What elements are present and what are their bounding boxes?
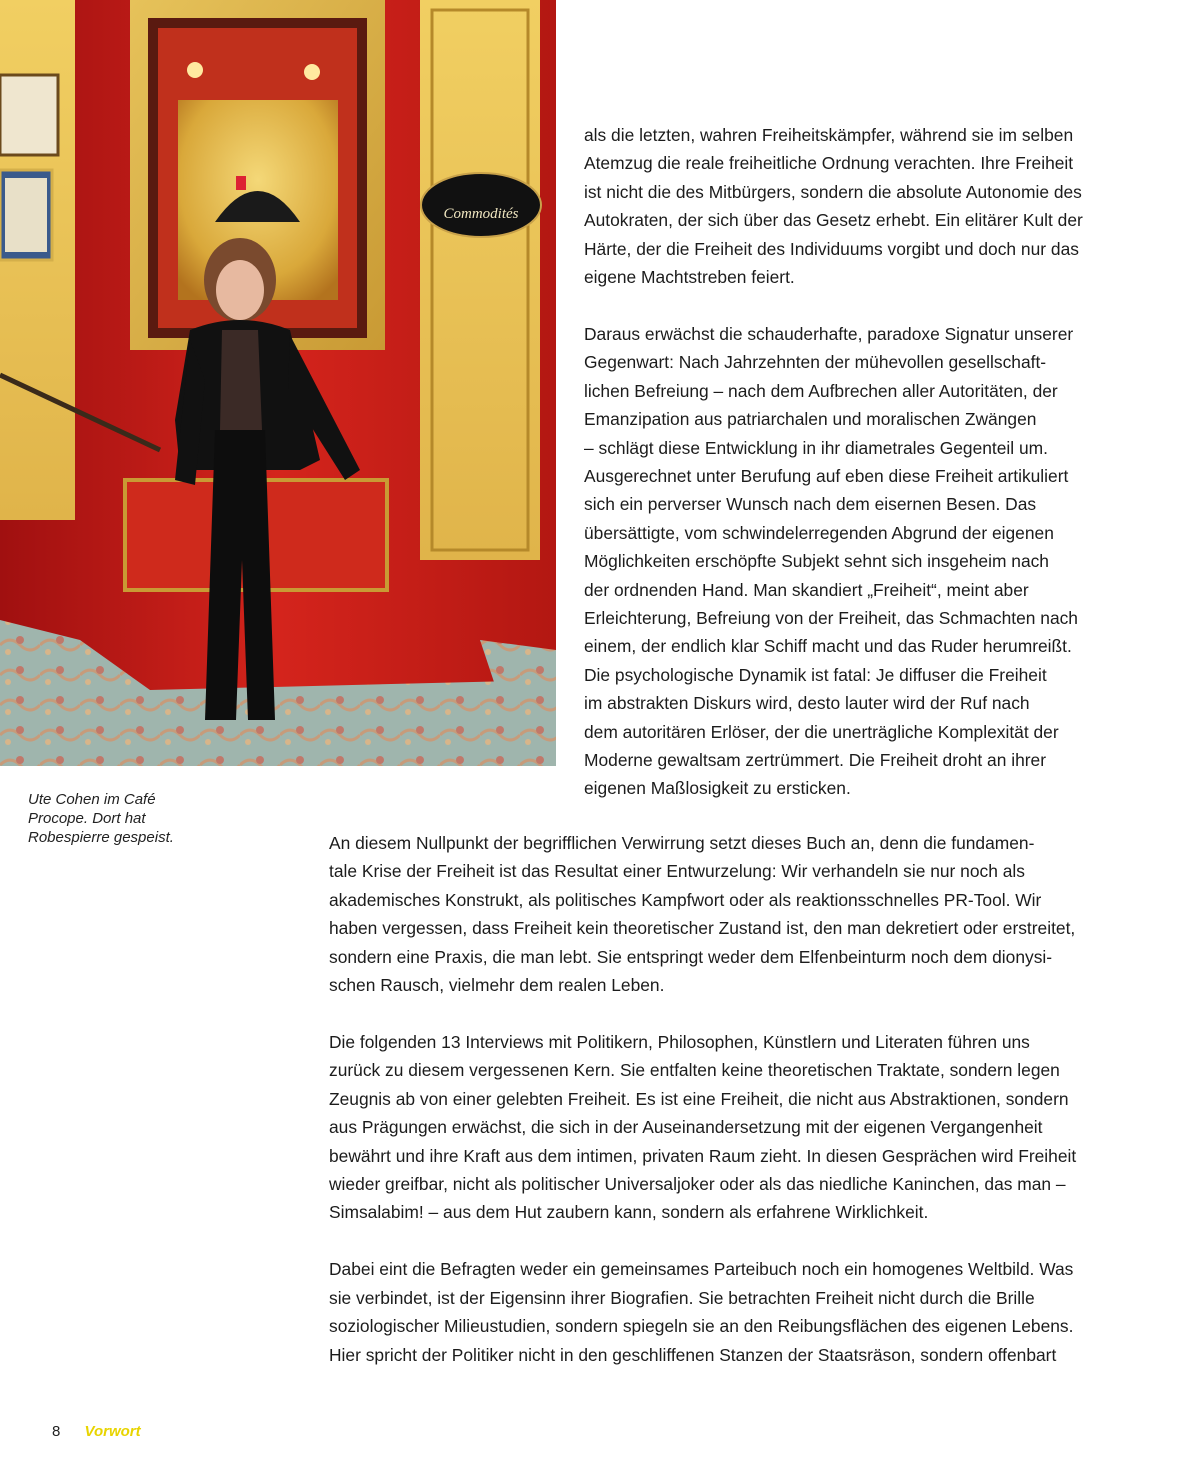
caption-line: Procope. Dort hat bbox=[28, 810, 146, 827]
paragraph bbox=[329, 829, 1109, 999]
text-line: akademisches Konstrukt, als politisches Kampfwort oder als reaktionsschnelles PR-Tool. Wir bbox=[329, 889, 1042, 910]
text-line: als die letzten, wahren Freiheitskämpfer, während sie im selben bbox=[584, 125, 1074, 145]
text-line: Emanzipation aus patriarchalen und moralischen Zwängen bbox=[584, 409, 1037, 430]
paragraph bbox=[584, 121, 1104, 291]
text-line: einem, der endlich klar Schiff macht und das Ruder herumreißt. bbox=[584, 636, 1072, 657]
paragraph bbox=[329, 1028, 1109, 1227]
text-line: haben vergessen, dass Freiheit kein theoretischer Zustand ist, den man dekretiert oder erstreitet, bbox=[329, 918, 1076, 939]
text-line: ist nicht die des Mitbürgers, sondern die absolute Autonomie des bbox=[584, 181, 1082, 202]
text-line: Die psychologische Dynamik ist fatal: Je diffuser die Freiheit bbox=[584, 664, 1047, 685]
text-line: sich ein perverser Wunsch nach dem eisernen Besen. Das bbox=[584, 494, 1037, 515]
text-line: aus Prägungen erwächst, die sich in der Auseinandersetzung mit der eigenen Vergangenheit bbox=[329, 1117, 1043, 1138]
text-line: Hier spricht der Politiker nicht in den geschliffenen Stanzen der Staatsräson, sondern offenbart bbox=[329, 1344, 1057, 1365]
text-line: Daraus erwächst die schauderhafte, paradoxe Signatur unserer bbox=[584, 323, 1074, 344]
text-line: Härte, der die Freiheit des Individuums vorgibt und doch nur das bbox=[584, 238, 1079, 259]
page-number: 8 bbox=[52, 1423, 61, 1440]
text-line: Dabei eint die Befragten weder ein gemeinsames Parteibuch noch ein homogenes Weltbild. Was bbox=[329, 1259, 1074, 1280]
text-line: übersättigte, vom schwindelerregenden Abgrund der eigenen bbox=[584, 522, 1054, 543]
text-line: – schlägt diese Entwicklung in ihr diametrales Gegenteil um. bbox=[584, 437, 1048, 458]
paragraph bbox=[329, 1255, 1109, 1369]
text-line: dem autoritären Erlöser, der die unerträgliche Komplexität der bbox=[584, 721, 1059, 742]
text-line: sie verbindet, ist der Eigensinn ihrer Biografien. Sie betrachten Freiheit nicht durch die Brille bbox=[329, 1287, 1035, 1308]
text-line: Zeugnis ab von einer gelebten Freiheit. Es ist eine Freiheit, die nicht aus Abstraktionen, sondern bbox=[329, 1088, 1069, 1109]
text-line: soziologischer Milieustudien, sondern spiegeln sie an den Reibungsflächen des eigenen Lebens. bbox=[329, 1316, 1074, 1337]
caption-line: Ute Cohen im Café bbox=[28, 791, 156, 808]
sign-text: Commodités bbox=[443, 206, 519, 222]
text-line: Autokraten, der sich über das Gesetz erhebt. Ein elitärer Kult der bbox=[584, 210, 1083, 231]
paragraph bbox=[584, 320, 1104, 803]
text-line: Atemzug die reale freiheitliche Ordnung verachten. Ihre Freiheit bbox=[584, 153, 1074, 174]
photo-illustration bbox=[0, 0, 556, 766]
text-line: Moderne gewaltsam zertrümmert. Die Freiheit droht an ihrer bbox=[584, 750, 1046, 771]
text-line: Simsalabim! – aus dem Hut zaubern kann, sondern als erfahrene Wirklichkeit. bbox=[329, 1202, 929, 1223]
photo bbox=[0, 0, 556, 766]
caption-line: Robespierre gespeist. bbox=[28, 829, 174, 846]
page-footer bbox=[52, 1422, 141, 1442]
main-text bbox=[329, 829, 1109, 1397]
photo-caption bbox=[28, 790, 228, 847]
text-line: bewährt und ihre Kraft aus dem intimen, privaten Raum zieht. In diesen Gesprächen wird Freiheit bbox=[329, 1145, 1077, 1166]
text-line: sondern eine Praxis, die man lebt. Sie entspringt weder dem Elfenbeinturm noch dem dionysi- bbox=[329, 946, 1053, 967]
text-line: tale Krise der Freiheit ist das Resultat einer Entwurzelung: Wir verhandeln sie nur noch als bbox=[329, 861, 1025, 882]
text-line: zurück zu diesem vergessenen Kern. Sie entfalten keine theoretischen Traktate, sondern legen bbox=[329, 1060, 1060, 1081]
text-line: Möglichkeiten erschöpfte Subjekt sehnt sich insgeheim nach bbox=[584, 551, 1049, 572]
text-line: eigene Machtstreben feiert. bbox=[584, 267, 795, 288]
text-line: Ausgerechnet unter Berufung auf eben diese Freiheit artikuliert bbox=[584, 465, 1069, 486]
text-line: wieder greifbar, nicht als politischer Universaljoker oder als das niedliche Kaninchen, das man – bbox=[329, 1173, 1066, 1194]
section-label: Vorwort bbox=[84, 1423, 141, 1440]
text-line: der ordnenden Hand. Man skandiert „Freiheit“, meint aber bbox=[584, 579, 1029, 600]
right-column-text bbox=[584, 121, 1104, 831]
text-line: Die folgenden 13 Interviews mit Politikern, Philosophen, Künstlern und Literaten führen uns bbox=[329, 1031, 1030, 1052]
text-line: Erleichterung, Befreiung von der Freiheit, das Schmachten nach bbox=[584, 608, 1078, 628]
text-line: Gegenwart: Nach Jahrzehnten der mühevollen gesellschaft- bbox=[584, 352, 1047, 373]
text-line: im abstrakten Diskurs wird, desto lauter wird der Ruf nach bbox=[584, 693, 1030, 714]
text-line: eigenen Maßlosigkeit zu ersticken. bbox=[584, 778, 851, 799]
text-line: lichen Befreiung – nach dem Aufbrechen aller Autoritäten, der bbox=[584, 380, 1058, 401]
text-line: An diesem Nullpunkt der begrifflichen Verwirrung setzt dieses Buch an, denn die fundamen- bbox=[329, 833, 1035, 853]
text-line: schen Rausch, vielmehr dem realen Leben. bbox=[329, 975, 665, 996]
